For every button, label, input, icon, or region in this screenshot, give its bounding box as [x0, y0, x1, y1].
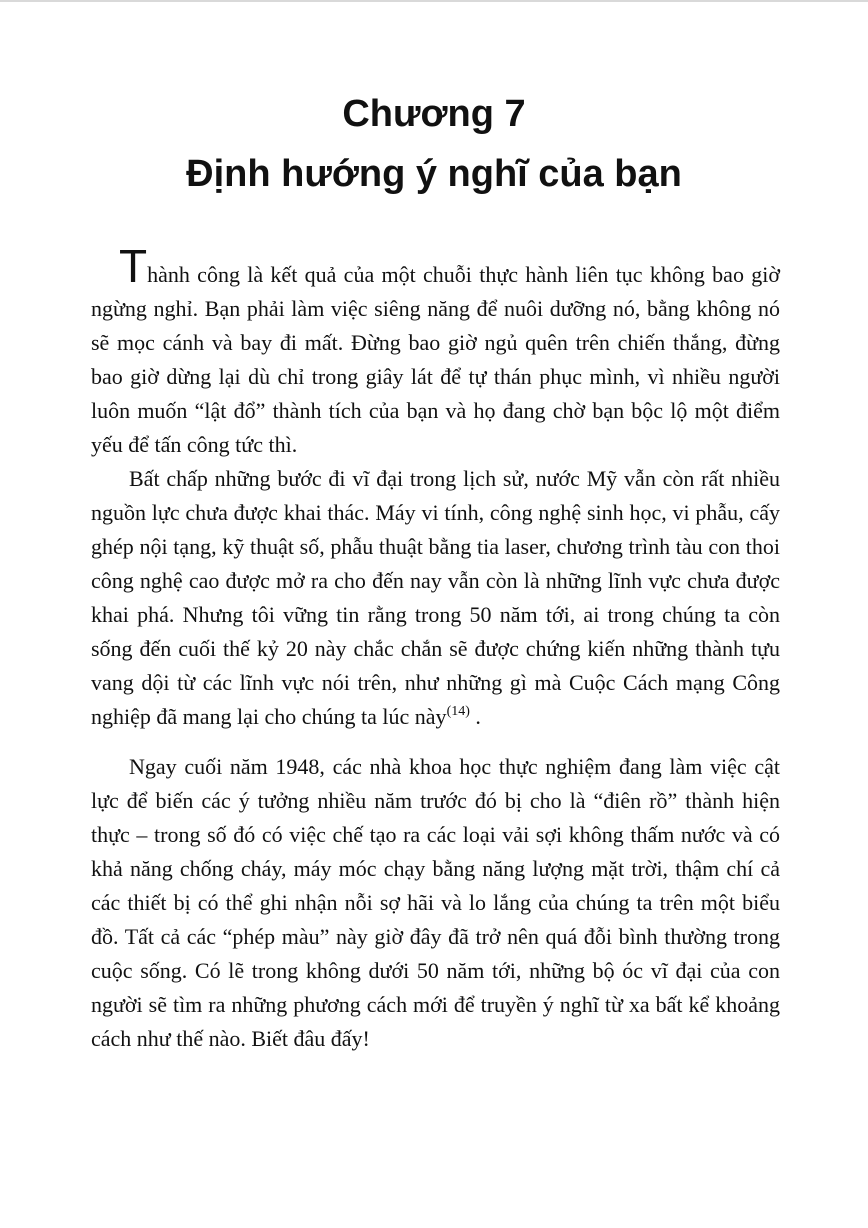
footnote-reference[interactable]: (14) [446, 704, 470, 719]
chapter-number: Chương 7 [342, 93, 526, 135]
paragraph-2-ending: . [469, 704, 481, 729]
paragraph-3-text: Ngay cuối năm 1948, các nhà khoa học thực nghiệm đang làm việc cật lực để biến các ý tưởng nhiều năm trước đó bị cho là “điên rồ” thành hiện thực – trong số đó có việc chế tạo ra các loại vải sợi không thấm nước và có khả năng chống cháy, máy móc chạy bằng năng lượng mặt trời, thậm chí cả các thiết bị có thể ghi nhận nỗi sợ hãi và lo lắng của chúng ta trên một biểu đồ. Tất cả các “phép màu” này giờ đây đã trở nên quá đỗi bình thường trong cuộc sống. Có lẽ trong không dưới 50 năm tới, những bộ óc vĩ đại của con người sẽ tìm ra những phương cách mới để truyền ý nghĩ từ xa bất kể khoảng cách như thế nào. Biết đâu đấy! [91, 754, 780, 1051]
drop-cap-letter: T [119, 240, 148, 292]
chapter-header [0, 84, 868, 204]
paragraph-3 [91, 750, 780, 1056]
paragraph-1-text: hành công là kết quả của một chuỗi thực hành liên tục không bao giờ ngừng nghỉ. Bạn phải làm việc siêng năng để nuôi dưỡng nó, bằng không nó sẽ mọc cánh và bay đi mất. Đừng bao giờ ngủ quên trên chiến thắng, đừng bao giờ dừng lại dù chỉ trong giây lát để tự thán phục mình, vì nhiều người luôn muốn “lật đổ” thành tích của bạn và họ đang chờ bạn bộc lộ một điểm yếu để tấn công tức thì. [91, 262, 780, 457]
paragraph-1 [91, 240, 780, 462]
chapter-title: Định hướng ý nghĩ của bạn [186, 153, 682, 195]
page-top-border [0, 0, 868, 2]
paragraph-2-text: Bất chấp những bước đi vĩ đại trong lịch sử, nước Mỹ vẫn còn rất nhiều nguồn lực chưa được khai thác. Máy vi tính, công nghệ sinh học, vi phẫu, cấy ghép nội tạng, kỹ thuật số, phẫu thuật bằng tia laser, chương trình tàu con thoi công nghệ cao được mở ra cho đến nay vẫn còn là những lĩnh vực chưa được khai phá. Nhưng tôi vững tin rằng trong 50 năm tới, ai trong chúng ta còn sống đến cuối thế kỷ 20 này chắc chắn sẽ được chứng kiến những thành tựu vang dội từ các lĩnh vực nói trên, như những gì mà Cuộc Cách mạng Công nghiệp đã mang lại cho chúng ta lúc này [91, 466, 780, 729]
paragraph-2 [91, 462, 780, 734]
chapter-body [91, 240, 780, 1056]
